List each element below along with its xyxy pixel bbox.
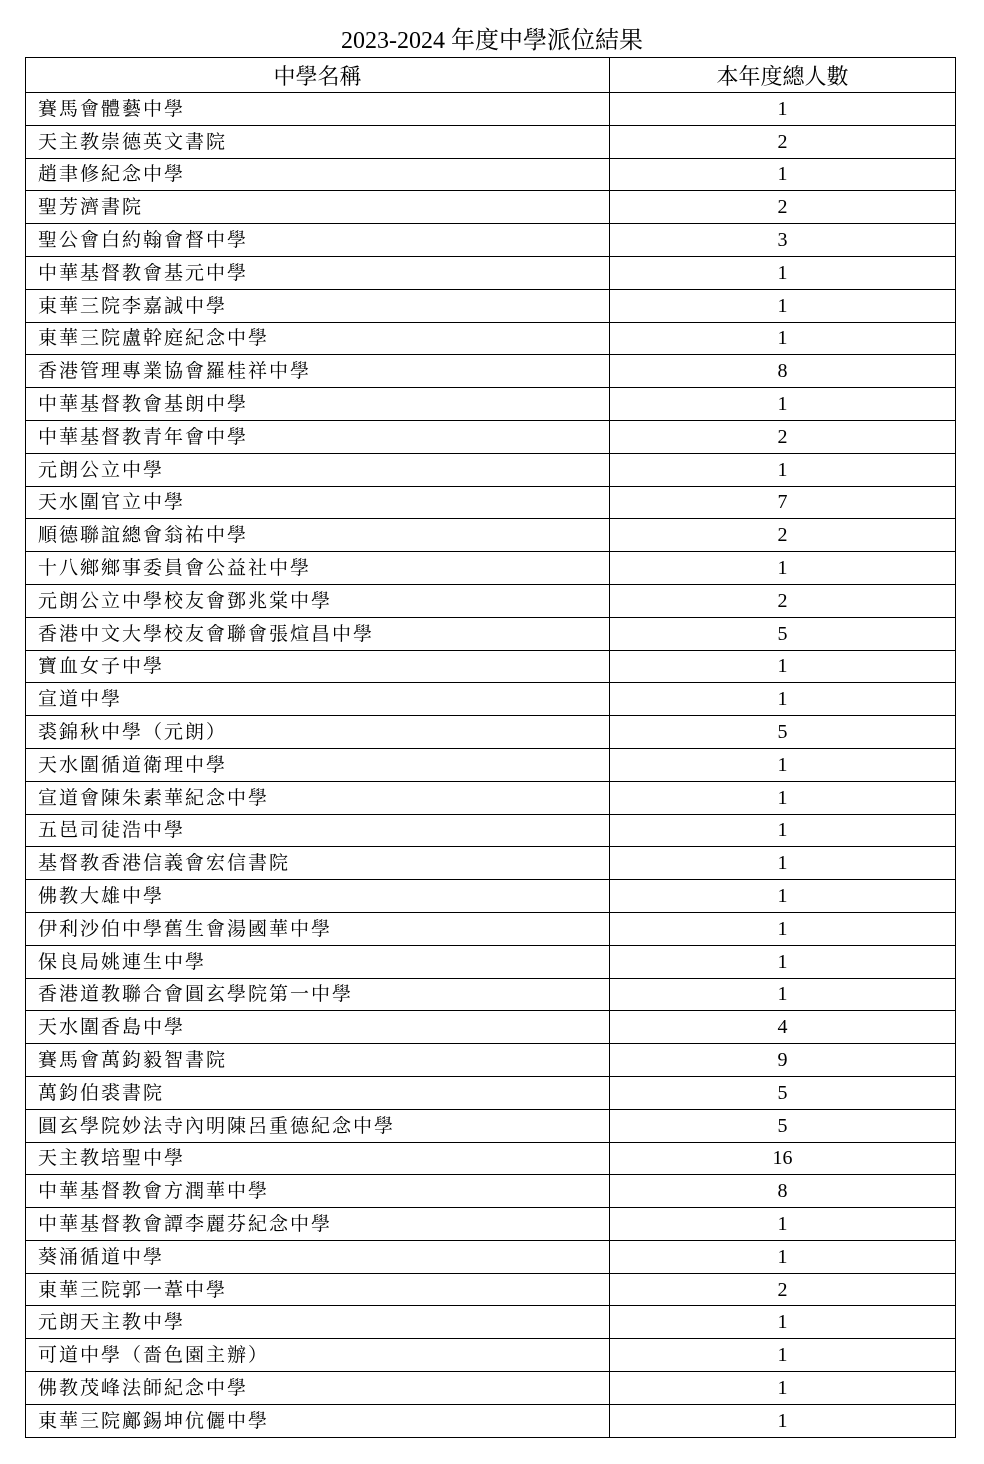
table-row xyxy=(26,1404,956,1437)
student-count-cell: 1 xyxy=(610,945,956,978)
student-count-cell: 2 xyxy=(610,1273,956,1306)
table-row xyxy=(26,1142,956,1175)
school-name-cell: 伊利沙伯中學舊生會湯國華中學 xyxy=(26,912,610,945)
student-count-cell: 2 xyxy=(610,519,956,552)
student-count-cell: 1 xyxy=(610,880,956,913)
student-count-cell: 1 xyxy=(610,650,956,683)
table-row xyxy=(26,322,956,355)
school-name-cell: 中華基督教會基朗中學 xyxy=(26,388,610,421)
table-row xyxy=(26,584,956,617)
student-count-cell: 1 xyxy=(610,322,956,355)
school-name-cell: 賽馬會體藝中學 xyxy=(26,93,610,126)
table-row xyxy=(26,814,956,847)
school-name-cell: 佛教大雄中學 xyxy=(26,880,610,913)
school-name-cell: 天主教崇德英文書院 xyxy=(26,125,610,158)
table-row xyxy=(26,880,956,913)
school-name-cell: 趙聿修紀念中學 xyxy=(26,158,610,191)
table-row xyxy=(26,978,956,1011)
table-row xyxy=(26,1339,956,1372)
student-count-cell: 1 xyxy=(610,1339,956,1372)
table-row xyxy=(26,945,956,978)
school-name-cell: 東華三院盧幹庭紀念中學 xyxy=(26,322,610,355)
school-name-cell: 中華基督教會方潤華中學 xyxy=(26,1175,610,1208)
school-name-cell: 聖芳濟書院 xyxy=(26,191,610,224)
student-count-cell: 1 xyxy=(610,1306,956,1339)
table-header xyxy=(26,58,956,93)
student-count-cell: 2 xyxy=(610,191,956,224)
table-row xyxy=(26,1240,956,1273)
table-row xyxy=(26,388,956,421)
column-header-school-name: 中學名稱 xyxy=(26,58,610,93)
school-name-cell: 香港管理專業協會羅桂祥中學 xyxy=(26,355,610,388)
table-row xyxy=(26,683,956,716)
table-row xyxy=(26,486,956,519)
school-name-cell: 賽馬會萬鈞毅智書院 xyxy=(26,1044,610,1077)
school-name-cell: 佛教茂峰法師紀念中學 xyxy=(26,1372,610,1405)
school-name-cell: 中華基督教會譚李麗芬紀念中學 xyxy=(26,1208,610,1241)
student-count-cell: 5 xyxy=(610,1076,956,1109)
table-row xyxy=(26,289,956,322)
table-row xyxy=(26,1011,956,1044)
table-row xyxy=(26,519,956,552)
table-row xyxy=(26,716,956,749)
table-row xyxy=(26,1273,956,1306)
table-row xyxy=(26,617,956,650)
table-row xyxy=(26,1109,956,1142)
table-row xyxy=(26,224,956,257)
student-count-cell: 1 xyxy=(610,978,956,1011)
school-name-cell: 聖公會白約翰會督中學 xyxy=(26,224,610,257)
table-row xyxy=(26,552,956,585)
student-count-cell: 1 xyxy=(610,158,956,191)
table-row xyxy=(26,453,956,486)
student-count-cell: 5 xyxy=(610,716,956,749)
school-name-cell: 天水圍官立中學 xyxy=(26,486,610,519)
table-row xyxy=(26,650,956,683)
school-name-cell: 天主教培聖中學 xyxy=(26,1142,610,1175)
student-count-cell: 5 xyxy=(610,617,956,650)
student-count-cell: 1 xyxy=(610,93,956,126)
student-count-cell: 1 xyxy=(610,748,956,781)
table-row xyxy=(26,1306,956,1339)
school-name-cell: 圓玄學院妙法寺內明陳呂重德紀念中學 xyxy=(26,1109,610,1142)
school-name-cell: 保良局姚連生中學 xyxy=(26,945,610,978)
school-name-cell: 元朗公立中學校友會鄧兆棠中學 xyxy=(26,584,610,617)
school-name-cell: 宣道中學 xyxy=(26,683,610,716)
school-name-cell: 中華基督教青年會中學 xyxy=(26,420,610,453)
student-count-cell: 2 xyxy=(610,125,956,158)
student-count-cell: 1 xyxy=(610,1208,956,1241)
table-row xyxy=(26,847,956,880)
student-count-cell: 1 xyxy=(610,847,956,880)
table-row xyxy=(26,1208,956,1241)
school-name-cell: 天水圍循道衛理中學 xyxy=(26,748,610,781)
student-count-cell: 1 xyxy=(610,289,956,322)
student-count-cell: 1 xyxy=(610,256,956,289)
page-title: 2023-2024 年度中學派位結果 xyxy=(341,28,643,54)
allocation-results-table xyxy=(25,57,956,1438)
student-count-cell: 16 xyxy=(610,1142,956,1175)
table-row xyxy=(26,781,956,814)
student-count-cell: 2 xyxy=(610,584,956,617)
school-name-cell: 東華三院郭一葦中學 xyxy=(26,1273,610,1306)
table-row xyxy=(26,1044,956,1077)
table-row xyxy=(26,125,956,158)
school-name-cell: 寶血女子中學 xyxy=(26,650,610,683)
student-count-cell: 1 xyxy=(610,683,956,716)
table-row xyxy=(26,748,956,781)
school-name-cell: 可道中學（嗇色園主辦） xyxy=(26,1339,610,1372)
student-count-cell: 9 xyxy=(610,1044,956,1077)
student-count-cell: 2 xyxy=(610,420,956,453)
table-row xyxy=(26,93,956,126)
table-row xyxy=(26,256,956,289)
student-count-cell: 1 xyxy=(610,388,956,421)
school-name-cell: 十八鄉鄉事委員會公益社中學 xyxy=(26,552,610,585)
school-name-cell: 順德聯誼總會翁祐中學 xyxy=(26,519,610,552)
school-name-cell: 元朗天主教中學 xyxy=(26,1306,610,1339)
school-name-cell: 五邑司徒浩中學 xyxy=(26,814,610,847)
school-name-cell: 基督教香港信義會宏信書院 xyxy=(26,847,610,880)
school-name-cell: 葵涌循道中學 xyxy=(26,1240,610,1273)
student-count-cell: 1 xyxy=(610,912,956,945)
table-header-row xyxy=(26,58,956,93)
student-count-cell: 1 xyxy=(610,1240,956,1273)
student-count-cell: 3 xyxy=(610,224,956,257)
school-name-cell: 中華基督教會基元中學 xyxy=(26,256,610,289)
student-count-cell: 1 xyxy=(610,1372,956,1405)
student-count-cell: 1 xyxy=(610,781,956,814)
table-row xyxy=(26,1175,956,1208)
table-row xyxy=(26,191,956,224)
student-count-cell: 1 xyxy=(610,453,956,486)
school-name-cell: 裘錦秋中學（元朗） xyxy=(26,716,610,749)
table-row xyxy=(26,355,956,388)
student-count-cell: 8 xyxy=(610,355,956,388)
table-row xyxy=(26,420,956,453)
school-name-cell: 東華三院李嘉誠中學 xyxy=(26,289,610,322)
school-name-cell: 香港中文大學校友會聯會張煊昌中學 xyxy=(26,617,610,650)
student-count-cell: 1 xyxy=(610,1404,956,1437)
table-body xyxy=(26,93,956,1438)
school-name-cell: 元朗公立中學 xyxy=(26,453,610,486)
school-name-cell: 東華三院鄺錫坤伉儷中學 xyxy=(26,1404,610,1437)
school-name-cell: 宣道會陳朱素華紀念中學 xyxy=(26,781,610,814)
school-name-cell: 香港道教聯合會圓玄學院第一中學 xyxy=(26,978,610,1011)
table-row xyxy=(26,158,956,191)
column-header-total-count: 本年度總人數 xyxy=(610,58,956,93)
student-count-cell: 1 xyxy=(610,552,956,585)
school-name-cell: 萬鈞伯裘書院 xyxy=(26,1076,610,1109)
student-count-cell: 5 xyxy=(610,1109,956,1142)
student-count-cell: 1 xyxy=(610,814,956,847)
table-row xyxy=(26,912,956,945)
student-count-cell: 8 xyxy=(610,1175,956,1208)
school-name-cell: 天水圍香島中學 xyxy=(26,1011,610,1044)
table-row xyxy=(26,1372,956,1405)
table-row xyxy=(26,1076,956,1109)
student-count-cell: 7 xyxy=(610,486,956,519)
student-count-cell: 4 xyxy=(610,1011,956,1044)
